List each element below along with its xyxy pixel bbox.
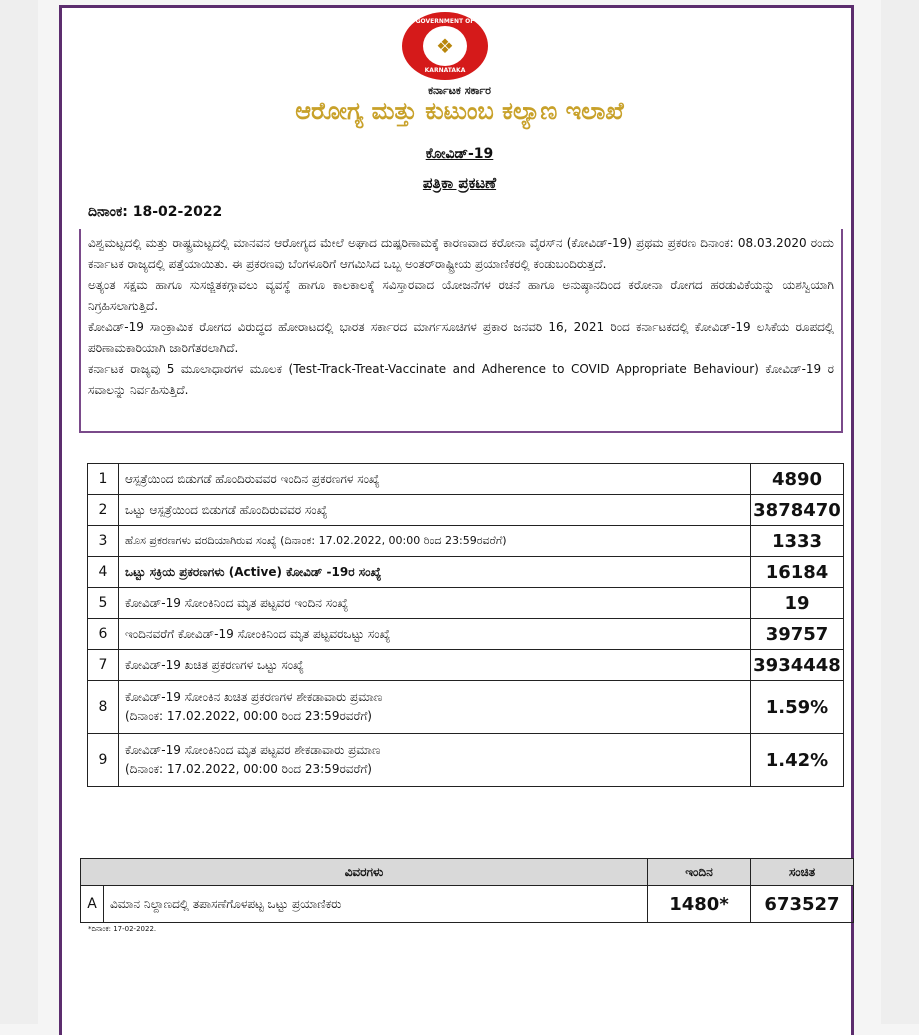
- emblem-center-icon: ❖: [423, 26, 467, 66]
- seal-bottom-text: KARNATAKA: [424, 67, 466, 74]
- table-header-row: [81, 859, 854, 886]
- row-label: ಆಸ್ಪತ್ರೆಯಿಂದ ಬಿಡುಗಡೆ ಹೊಂದಿರುವವರ ಇಂದಿನ ಪ್ರಕರಣಗಳ ಸಂಖ್ಯೆ: [119, 464, 751, 495]
- intro-paragraph: ಕೋವಿಡ್-19 ಸಾಂಕ್ರಾಮಿಕ ರೋಗದ ವಿರುದ್ಧದ ಹೋರಾಟದಲ್ಲಿ ಭಾರತ ಸರ್ಕಾರದ ಮಾರ್ಗಸೂಚಿಗಳ ಪ್ರಕಾರ ಜನವರಿ 16, 2021 ರಿಂದ ಕರ್ನಾಟಕದಲ್ಲಿ ಕೋವಿಡ್-19 ಲಸಿಕೆಯ ರೂಪದಲ್ಲಿ ಪರಿಣಾಮಕಾರಿಯಾಗಿ ಜಾರಿಗೆತರಲಾಗಿದೆ.: [88, 320, 834, 355]
- karnataka-emblem-icon: [402, 12, 488, 80]
- row-number: 8: [88, 681, 119, 734]
- row-value: 39757: [751, 619, 844, 650]
- row-number: A: [81, 886, 104, 923]
- row-label: ಕೋವಿಡ್-19 ಸೋಂಕಿನಿಂದ ಮೃತ ಪಟ್ಟವರ ಇಂದಿನ ಸಂಖ್ಯೆ: [119, 588, 751, 619]
- row-value: 3878470: [751, 495, 844, 526]
- row-label-cell: [119, 681, 751, 734]
- cumulative-value: 673527: [751, 886, 854, 923]
- row-number: 9: [88, 734, 119, 787]
- row-label: ಒಟ್ಟು ಸಕ್ರಿಯ ಪ್ರಕರಣಗಳು (Active) ಕೋವಿಡ್ -19ರ ಸಂಖ್ಯೆ: [119, 557, 751, 588]
- row-number: 1: [88, 464, 119, 495]
- row-label: ಹೊಸ ಪ್ರಕರಣಗಳು ವರದಿಯಾಗಿರುವ ಸಂಖ್ಯೆ (ದಿನಾಂಕ: 17.02.2022, 00:00 ರಿಂದ 23:59ರವರೆಗೆ): [119, 526, 751, 557]
- table-row: [88, 681, 844, 734]
- row-value: 1.42%: [751, 734, 844, 787]
- cumulative-header: ಸಂಚಿತ: [751, 859, 854, 886]
- row-label: ಕೋವಿಡ್-19 ಸೋಂಕಿನ ಖಚಿತ ಪ್ರಕರಣಗಳ ಶೇಕಡಾವಾರು ಪ್ರಮಾಣ: [125, 690, 383, 704]
- row-label-date: (ದಿನಾಂಕ: 17.02.2022, 00:00 ರಿಂದ 23:59ರವರೆಗೆ): [125, 762, 372, 776]
- row-number: 7: [88, 650, 119, 681]
- row-label: ಒಟ್ಟು ಆಸ್ಪತ್ರೆಯಿಂದ ಬಿಡುಗಡೆ ಹೊಂದಿರುವವರ ಸಂಖ್ಯೆ: [119, 495, 751, 526]
- row-number: 4: [88, 557, 119, 588]
- row-number: 5: [88, 588, 119, 619]
- table-row: [88, 588, 844, 619]
- seal-top-text: GOVERNMENT OF: [415, 18, 475, 25]
- row-value: 19: [751, 588, 844, 619]
- row-label-date: (ದಿನಾಂಕ: 17.02.2022, 00:00 ರಿಂದ 23:59ರವರೆಗೆ): [125, 709, 372, 723]
- covid-title-text: ಕೋವಿಡ್-19: [425, 146, 494, 162]
- row-value: 3934448: [751, 650, 844, 681]
- row-label-cell: [119, 734, 751, 787]
- airport-screening-table: [80, 858, 854, 923]
- row-label: ಕೋವಿಡ್-19 ಸೋಂಕಿನಿಂದ ಮೃತ ಪಟ್ಟವರ ಶೇಕಡಾವಾರು ಪ್ರಮಾಣ: [125, 743, 381, 757]
- row-number: 3: [88, 526, 119, 557]
- row-value: 16184: [751, 557, 844, 588]
- footnote: *ದಿನಾಂಕ: 17-02-2022.: [88, 925, 157, 933]
- table-row: [88, 464, 844, 495]
- release-date: ದಿನಾಂಕ: 18-02-2022: [88, 204, 223, 220]
- covid-title: [0, 146, 919, 162]
- details-header: ವಿವರಗಳು: [81, 859, 648, 886]
- table-row: [88, 495, 844, 526]
- intro-paragraph: ಅತ್ಯಂತ ಸಕ್ಷಮ ಹಾಗೂ ಸುಸಜ್ಜಿತಕಗ್ಗಾವಲು ವ್ಯವಸ್ಥೆ ಹಾಗೂ ಕಾಲಕಾಲಕ್ಕೆ ಸವಿಸ್ತಾರವಾದ ಯೋಜನೆಗಳ ರಚನೆ ಹಾಗೂ ಅನುಷ್ಠಾನದಿಂದ ಕರೋನಾ ರೋಗದ ಹರಡುವಿಕೆಯನ್ನು ಯಶಸ್ವಿಯಾಗಿ ನಿಗ್ರಹಿಸಲಾಗುತ್ತಿದೆ.: [88, 278, 834, 313]
- department-title: ಆರೋಗ್ಯ ಮತ್ತು ಕುಟುಂಬ ಕಲ್ಯಾಣ ಇಲಾಖೆ: [295, 97, 624, 125]
- table-row: [88, 526, 844, 557]
- covid-stats-table: [87, 463, 844, 787]
- row-label: ಇಂದಿನವರೆಗೆ ಕೋವಿಡ್-19 ಸೋಂಕಿನಿಂದ ಮೃತ ಪಟ್ಟವರಒಟ್ಟು ಸಂಖ್ಯೆ: [119, 619, 751, 650]
- intro-box: [79, 229, 843, 433]
- row-value: 4890: [751, 464, 844, 495]
- intro-paragraph: ಕರ್ನಾಟಕ ರಾಜ್ಯವು 5 ಮೂಲಾಧಾರಗಳ ಮೂಲಕ (Test-Track-Treat-Vaccinate and Adherence to COVID Appropriate Behaviour) ಕೋವಿಡ್-19 ರ ಸವಾಲನ್ನು ನಿರ್ವಹಿಸುತ್ತಿದೆ.: [88, 362, 834, 397]
- press-release-title: [0, 174, 919, 192]
- row-number: 2: [88, 495, 119, 526]
- row-label: ವಿಮಾನ ನಿಲ್ದಾಣದಲ್ಲಿ ತಪಾಸಣೆಗೊಳಪಟ್ಟ ಒಟ್ಟು ಪ್ರಯಾಣಿಕರು: [104, 886, 648, 923]
- today-value: 1480*: [648, 886, 751, 923]
- table-row: [88, 734, 844, 787]
- intro-paragraph: ವಿಶ್ವಮಟ್ಟದಲ್ಲಿ ಮತ್ತು ರಾಷ್ಟ್ರಮಟ್ಟದಲ್ಲಿ ಮಾನವನ ಆರೋಗ್ಯದ ಮೇಲೆ ಅಘಾದ ದುಷ್ಪರಿಣಾಮಕ್ಕೆ ಕಾರಣವಾದ ಕರೋನಾ ವೈರಸ್‌ನ (ಕೋವಿಡ್-19) ಪ್ರಥಮ ಪ್ರಕರಣ ದಿನಾಂಕ: 08.03.2020 ರಂದು ಕರ್ನಾಟಕ ರಾಜ್ಯದಲ್ಲಿ ಪತ್ತೆಯಾಯಿತು. ಈ ಪ್ರಕರಣವು ಬೆಂಗಳೂರಿಗೆ ಆಗಮಿಸಿದ ಒಬ್ಬ ಅಂತರ್‌ರಾಷ್ಟ್ರೀಯ ಪ್ರಯಾಣಿಕರಲ್ಲಿ ಕಂಡುಬಂದಿರುತ್ತದೆ.: [88, 236, 834, 271]
- today-header: ಇಂದಿನ: [648, 859, 751, 886]
- row-number: 6: [88, 619, 119, 650]
- press-release-text: ಪತ್ರಿಕಾ ಪ್ರಕಟಣೆ: [422, 174, 497, 192]
- row-value: 1333: [751, 526, 844, 557]
- government-name: ಕರ್ನಾಟಕ ಸರ್ಕಾರ: [428, 84, 491, 97]
- row-value: 1.59%: [751, 681, 844, 734]
- table-row: [88, 557, 844, 588]
- table-row: [88, 619, 844, 650]
- table-row: [81, 886, 854, 923]
- row-label: ಕೋವಿಡ್-19 ಖಚಿತ ಪ್ರಕರಣಗಳ ಒಟ್ಟು ಸಂಖ್ಯೆ: [119, 650, 751, 681]
- table-row: [88, 650, 844, 681]
